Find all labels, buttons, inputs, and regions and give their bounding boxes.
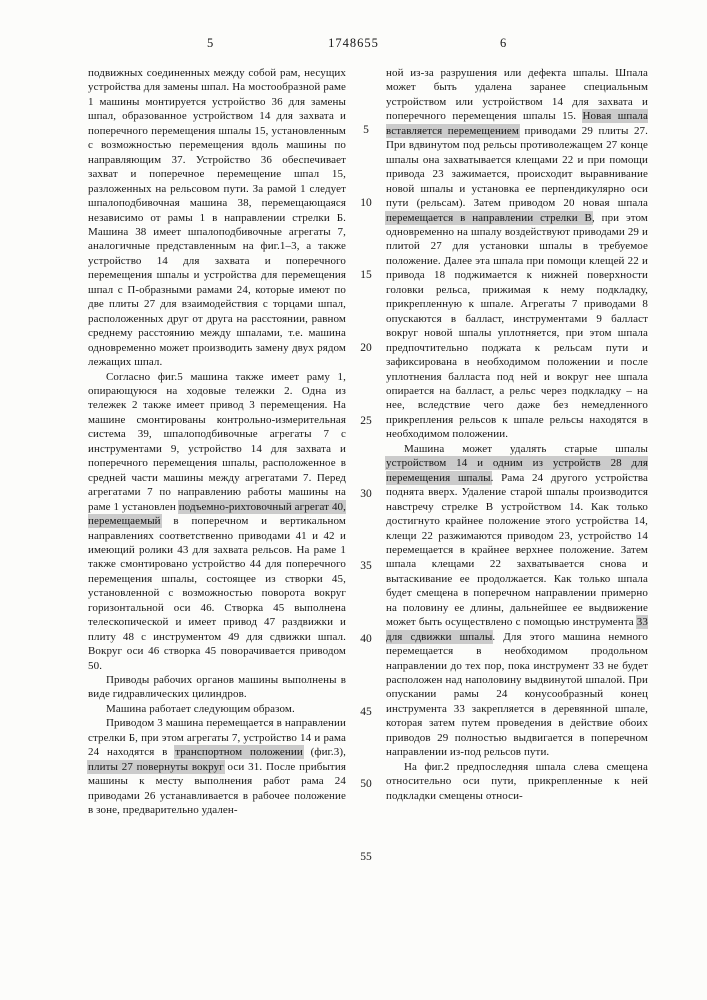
paragraph: ной из-за разрушения или дефекта шпалы. Шпала может быть удалена заранее специальным устройством или устройством 14 для захвата и поперечного перемещения шпалы 15. Новая шпала вставляется перемещением приводами 29 плиты 27. При вдвинутом под рельсы противолежащем 27 конце шпалы она захватывается клещами 22 и при помощи привода 23 зажимается, происходит выравнивание новой шпалы и установка ее перпендикулярно оси пути (рельсам). Затем приводом 20 новая шпала перемещается в направлении стрелки В, при этом одновременно на шпалу воздействуют приводами 29 и плитой 27 для установки шпалы в требуемое положение. Далее эта шпала при помощи клещей 22 и привода 18 поджимается к нижней поверхности головки рельса, прижимая к нему подкладку, прикрепленную к шпале. Агрегаты 7 приводами 8 опускаются в балласт, инструментами 9 балласт вокруг новой шпалы уплотняется, при этом шпала предпочтительно поджата к рельсам пути и зафиксирована в необходимом положении и после уплотнения балласта под ней и вокруг нее шпала опирается на балласт, а рельс через подкладку – на нее, вследствие чего даже без немедленного прикрепления рельсов к шпале рельсы находятся в необходимом положении. [386,67,648,441]
paragraph: Приводы рабочих органов машины выполнены в виде гидравлических цилиндров. [88,674,346,701]
page-body [88,66,648,863]
gutter-line-number: 50 [360,778,372,791]
gutter-line-number: 55 [360,851,372,863]
paragraph: подвижных соединенных между собой рам, несущих устройства для замены шпал. На мостообразной раме 1 машины монтируется устройство 36 для замены шпал, образованное устройством 14 для захвата и поперечного перемещения шпалы 15, установленным с возможностью перемещения вдоль машины по направляющим 37. Устройство 36 обеспечивает захват и поперечное перемещение шпал 15, разложенных на рельсовом пути. За рамой 1 следует шпалоподбивочная машина 38, перемещающаяся независимо от рамы 1 в направлении стрелки Б. Машина 38 имеет шпалоподбивочные агрегаты 7, аналогичные представленным на фиг.1–3, а также устройство 14 для захвата и поперечного перемещения шпалы и устройства для перемещения шпал с П-образными рамами 24, которые имеют по две плиты 27 для взаимодействия с торцами шпал, расположенных друг от друга на расстоянии, равном среднему расстоянию между шпалами, т.е. машина одновременно может производить замену двух рядом лежащих шпал. [88,67,346,369]
highlighted-phrase: устройством 14 и одним из устройств 28 для перемещения шпалы [386,457,648,484]
left-text-column [88,66,346,818]
highlighted-phrase: 33 для сдвижки шпалы [386,616,648,643]
gutter-line-number: 30 [360,487,372,500]
highlighted-phrase: транспортном положении [175,746,303,759]
paragraph: Машина работает следующим образом. [106,702,295,715]
right-text-column [386,66,648,818]
gutter-line-number: 35 [360,560,372,573]
highlighted-phrase: плиты 27 повернуты вокруг [88,760,224,773]
right-column-page-number: 6 [500,36,507,50]
gutter-line-number: 45 [360,705,372,718]
left-column-page-number: 5 [207,36,214,50]
paragraph: Согласно фиг.5 машина также имеет раму 1, опирающуюся на ходовые тележки 2. Одна из тележек 2 также имеет привод 3 перемещения. На машине смонтированы контрольно-измерительная система 39, шпалоподбивочные агрегаты 7 с инструментами 9, устройство 14 для захвата и поперечного перемещения шпалы, расположенное в средней части машины между агрегатами 7. Перед агрегатами 7 по направлению работы машины на раме 1 установлен подъемно-рихтовочный агрегат 40, перемещаемый в поперечном и вертикальном направлениях соответственно приводами 41 и 42 и имеющий ролики 43 для захвата рельсов. На раме 1 также смонтировано устройство 44 для поперечного перемещения шпалы, состоящее из створки 45, установленной с возможностью поворота вокруг горизонтальной оси 46. Створка 45 выполнена телескопической и имеет привод 47 раздвижки и плиту 48 с инструментом 49 для сдвижки шпал. Вокруг оси 46 створка 45 поворачивается приводом 50. [88,370,346,672]
gutter-line-number: 10 [360,196,372,209]
highlighted-phrase: Новая шпала вставляется перемещением [386,110,648,137]
patent-number: 1748655 [328,36,379,50]
paragraph: Приводом 3 машина перемещается в направлении стрелки Б, при этом агрегаты 7, устройство 14 и рама 24 находятся в транспортном положении (фиг.3), плиты 27 повернуты вокруг оси 31. После прибытия машины к месту выполнения работ рама 24 приводами 26 устанавливается в рабочее положение в зоне, предварительно удален- [88,717,346,817]
gutter-line-number: 20 [360,342,372,355]
gutter-line-number: 5 [363,124,369,136]
highlighted-phrase: перемещается в направлении стрелки В [386,211,592,224]
page-header [0,36,707,52]
line-number-gutter [346,66,386,863]
highlighted-phrase: подъемно-рихтовочный агрегат 40, перемещаемый [88,500,346,528]
paragraph: Машина может удалять старые шпалы устройством 14 и одним из устройств 28 для перемещения шпалы. Рама 24 другого устройства поднята вверх. Удаление старой шпалы производится навстречу стрелке В устройством 14. Как только достигнуто крайнее положение этого устройства 14, клещи 22 разжимаются приводом 23, устройство 14 перемещается в крайнее верхнее положение. Затем шпала клещами 22 захватывается снова и вытаскивание ее продолжается. Как только шпала будет смещена в поперечном направлении примерно на половину ее длины, дальнейшее ее выдвижение может быть осуществлено с помощью инструмента 33 для сдвижки шпалы. Для этого машина немного перемещается в необходимом продольном направлении до тех пор, пока инструмент 33 не будет расположен над наполовину выдвинутой шпалой. При опускании рамы 24 конусообразный конец инструмента 33 закрепляется в деревянной шпале, которая затем путем проведения в действие обоих приводов 29 полностью выдвигается в поперечном направлении из-под рельсов пути. [386,442,648,759]
gutter-line-number: 15 [360,269,372,282]
gutter-line-number: 25 [360,414,372,427]
paragraph: На фиг.2 предпоследняя шпала слева смещена относительно оси пути, прикрепленные к ней подкладки смещены относи- [386,760,648,802]
gutter-line-number: 40 [360,632,372,645]
